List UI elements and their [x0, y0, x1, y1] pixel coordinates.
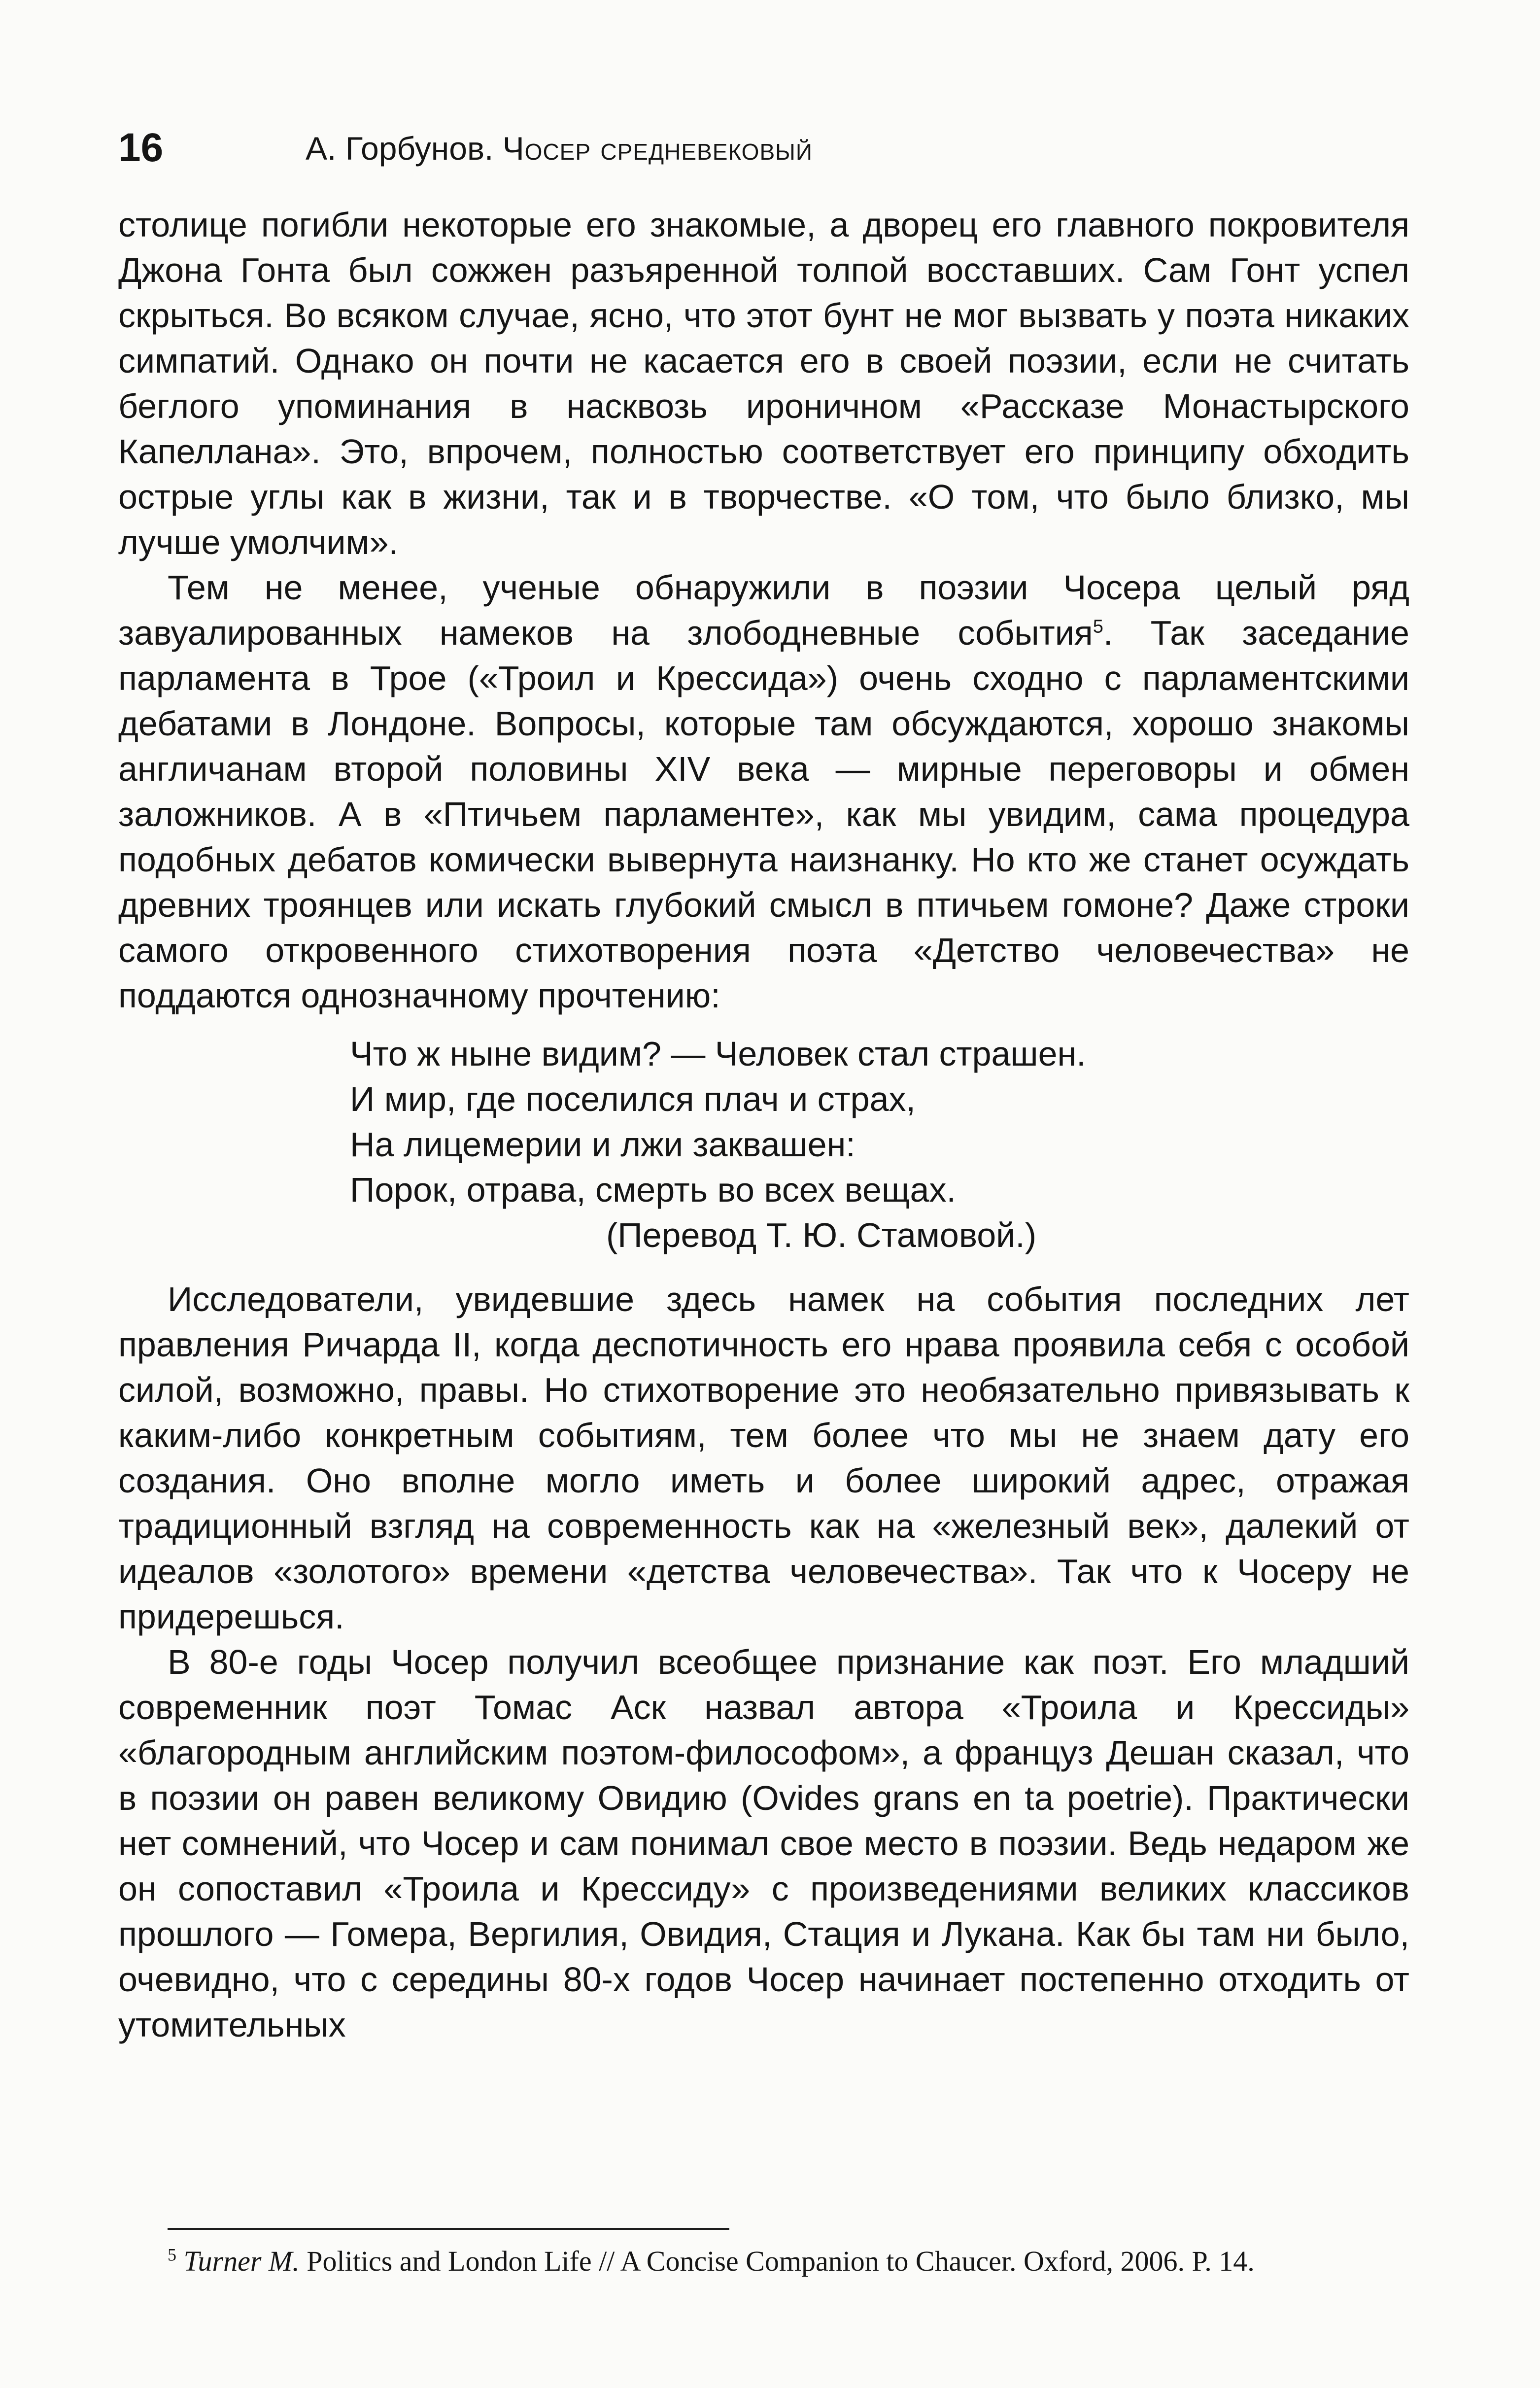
running-head-author: А. Горбунов. — [306, 130, 494, 167]
paragraph-2 — [118, 565, 1409, 1018]
footnote-citation: Politics and London Life // A Concise Companion to Chaucer. Oxford, 2006. P. 14. — [299, 2245, 1255, 2277]
paragraph-2-text-before-note: Тем не менее, ученые обнаружили в поэзии Чосера целый ряд завуалированных намеков на злободневные события — [118, 568, 1409, 652]
poem-translation-credit: (Перевод Т. Ю. Стамовой.) — [606, 1216, 1037, 1254]
running-head-title: Чосер средневековый — [502, 130, 813, 167]
footnote-author: Turner M. — [183, 2245, 300, 2277]
footnote-divider — [168, 2228, 729, 2230]
page-header — [118, 126, 1409, 185]
paragraph-1: столице погибли некоторые его знакомые, а дворец его главного покровителя Джона Гонта был сожжен разъяренной толпой восставших. Сам Гонт успел скрыться. Во всяком случае, ясно, что этот бунт не мог вызвать у поэта никаких симпатий. Однако он почти не касается его в своей поэзии, если не считать беглого упоминания в насквозь ироничном «Рассказе Монастырского Капеллана». Это, впрочем, полностью соответствует его принципу обходить острые углы как в жизни, так и в творчестве. «О том, что было близко, мы лучше умолчим». — [118, 206, 1409, 561]
paragraph-2-text-after-note: . Так заседание парламента в Трое («Троил и Крессида») очень сходно с парламентскими дебатами в Лондоне. Вопросы, которые там обсуждаются, хорошо знакомы англичанам второй половины XIV века — мирные переговоры и обмен заложников. А в «Птичьем парламенте», как мы увидим, сама процедура подобных дебатов комически вывернута наизнанку. Но кто же станет осуждать древних троянцев или искать глубокий смысл в птичьем гомоне? Даже строки самого откровенного стихотворения поэта «Детство человечества» не поддаются однозначному прочтению: — [118, 614, 1409, 1015]
footnote-reference: 5 — [1093, 616, 1103, 637]
poem-line-2: И мир, где поселился плач и страх, — [350, 1080, 916, 1118]
footnote — [168, 2244, 1380, 2279]
main-text — [118, 202, 1409, 2047]
poem-quotation — [350, 1031, 1385, 1258]
footnote-mark: 5 — [168, 2245, 176, 2265]
paragraph-3: Исследователи, увидевшие здесь намек на события последних лет правления Ричарда II, когда деспотичность его нрава проявила себя с особой силой, возможно, правы. Но стихотворение это необязательно привязывать к каким-либо конкретным событиям, тем более что мы не знаем дату его создания. Оно вполне могло иметь и более широкий адрес, отражая традиционный взгляд на современность как на «железный век», далекий от идеалов «золотого» времени «детства человечества». Так что к Чосеру не придерешься. — [118, 1280, 1409, 1636]
running-head — [306, 129, 813, 168]
page-number: 16 — [118, 125, 164, 170]
poem-line-1: Что ж ныне видим? — Человек стал страшен. — [350, 1035, 1086, 1073]
paragraph-4: В 80-е годы Чосер получил всеобщее признание как поэт. Его младший современник поэт Томас Аск назвал автора «Троила и Крессиды» «благородным английским поэтом-философом», а француз Дешан сказал, что в поэзии он равен великому Овидию (Ovides grans en ta poetrie). Практически нет сомнений, что Чосер и сам понимал свое место в поэзии. Ведь недаром же он сопоставил «Троила и Крессиду» с произведениями великих классиков прошлого — Гомера, Вергилия, Овидия, Стация и Лукана. Как бы там ни было, очевидно, что с середины 80-х годов Чосер начинает постепенно отходить от утомительных — [118, 1643, 1409, 2044]
poem-line-3: На лицемерии и лжи заквашен: — [350, 1125, 856, 1164]
poem-line-4: Порок, отрава, смерть во всех вещах. — [350, 1171, 956, 1209]
